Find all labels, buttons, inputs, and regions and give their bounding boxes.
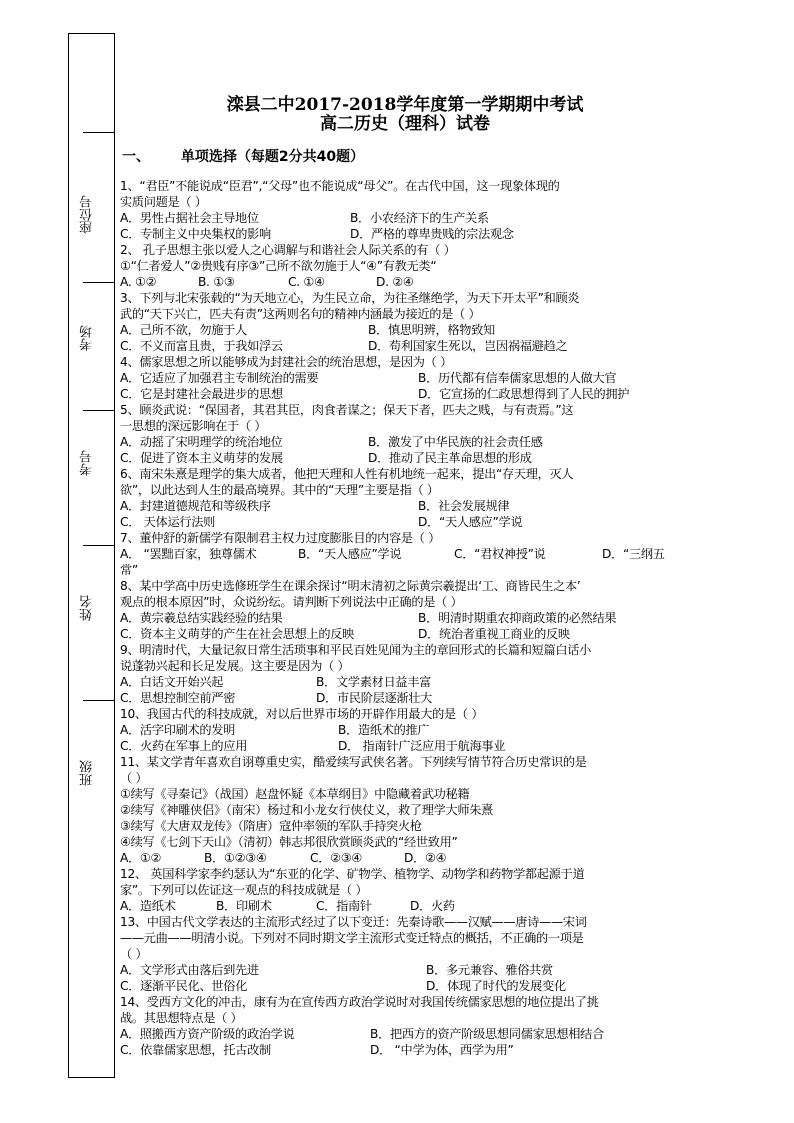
- q4-options-cd: [120, 386, 630, 402]
- q13-stem-line1: 13、中国古代文学表达的主流形式经过了以下变迁：先秦诗歌——汉赋——唐诗——宋词: [120, 915, 587, 929]
- section-title: 单项选择（每题2分共40题）: [180, 149, 365, 165]
- q13-option-c: C．逐渐平民化、世俗化: [120, 979, 248, 993]
- q7-option-a: A． “罢黜百家，独尊儒术: [120, 547, 257, 561]
- q8-option-c: C．资本主义萌芽的产生在社会思想上的反映: [120, 627, 355, 641]
- q13-option-d: D．体现了时代的发展变化: [426, 979, 566, 993]
- q3-stem-line1: 3、下列与北宋张载的“为天地立心，为生民立命，为往圣继绝学，为天下开太平”和顾炎: [120, 291, 580, 305]
- q12-option-c: C．指南针: [316, 899, 372, 913]
- q12-option-a: A．造纸术: [120, 899, 176, 913]
- q13-option-a: A．文学形式由落后到先进: [120, 963, 259, 977]
- q14-option-a: A．照搬西方资产阶级的政治学说: [120, 1027, 295, 1041]
- q7-stem: 7、董仲舒的新儒学有限制君主权力过度膨胀目的内容是（ ）: [120, 531, 441, 545]
- q11-statement-4: ④续写《七剑下天山》（清初）韩志邦很欣赏顾炎武的“经世致用”: [120, 835, 458, 849]
- q11-statement-1: ①续写《寻秦记》（战国）赵盘怀疑《本草纲目》中隐藏着武功秘籍: [120, 787, 470, 801]
- q5-option-a: A．动摇了宋明理学的统治地位: [120, 435, 283, 449]
- q1-stem-line1: 1、“君臣”不能说成“臣君”,“父母”也不能说成“母父”。在古代中国，这一现象体现的: [120, 179, 560, 193]
- section-heading: [122, 146, 364, 166]
- q14-option-d: D． “中学为体，西学为用”: [370, 1043, 514, 1057]
- q11-option-b: B．①②③④: [204, 851, 267, 865]
- name-rule: [83, 545, 115, 546]
- q8-options-ab: [120, 610, 617, 626]
- q11-option-a: A．①②: [120, 851, 162, 865]
- q5-option-d: D．推动了民主革命思想的形成: [368, 451, 532, 465]
- q4-options-ab: [120, 370, 617, 386]
- q13-stem-line2: ——元曲——明清小说。下列对不同时期文学主流形式变迁特点的概括，不正确的一项是: [120, 931, 584, 945]
- class-label: 班级: [80, 760, 95, 786]
- q1-option-a: A．男性占据社会主导地位: [120, 211, 259, 225]
- q1-options-ab: [120, 210, 489, 226]
- q9-option-b: B．文学素材日益丰富: [316, 675, 432, 689]
- exam-number-rule: [83, 410, 115, 411]
- q9-stem-line2: 说蓬勃兴起和长足发展。这主要是因为（ ）: [120, 659, 350, 673]
- q10-options-ab: [120, 722, 430, 738]
- q2-options: [120, 274, 414, 290]
- section-number: 一、: [122, 149, 150, 165]
- q10-option-c: C．火药在军事上的应用: [120, 739, 248, 753]
- q11-options: [120, 850, 447, 866]
- q2-option-b: B. ①③: [198, 275, 235, 289]
- q5-options-ab: [120, 434, 543, 450]
- exam-room-label: 考场: [80, 325, 95, 351]
- q1-option-b: B．小农经济下的生产关系: [350, 211, 489, 225]
- q13-stem-line3: （ ）: [120, 947, 148, 961]
- class-rule: [83, 700, 115, 701]
- q10-option-a: A．活字印刷术的发明: [120, 723, 236, 737]
- q6-stem-line2: 欲”，以此达到人生的最高境界。其中的“天理”主要是指（ ）: [120, 483, 439, 497]
- q14-stem-line2: 战。其思想特点是（ ）: [120, 1011, 243, 1025]
- q9-option-d: D．市民阶层逐渐壮大: [316, 691, 433, 705]
- q10-option-b: B．造纸术的推广: [338, 723, 430, 737]
- q9-options-ab: [120, 674, 432, 690]
- q5-options-cd: [120, 450, 532, 466]
- q14-options-cd: [120, 1042, 514, 1058]
- q12-option-d: D．火药: [410, 899, 455, 913]
- name-label: 姓名: [80, 595, 95, 621]
- q5-stem-line2: 一思想的深远影响在于（ ）: [120, 419, 267, 433]
- q10-stem: 10、我国古代的科技成就，对以后世界市场的开辟作用最大的是（ ）: [120, 707, 484, 721]
- q14-options-ab: [120, 1026, 604, 1042]
- q11-statement-2: ②续写《神雕侠侣》（南宋）杨过和小龙女行侠仗义，救了理学大师朱熹: [120, 803, 494, 817]
- q8-stem-line1: 8、某中学高中历史选修班学生在课余探讨“明末清初之际黄宗羲提出‘工、商皆民生之本’: [120, 579, 581, 593]
- q7-option-d-continued: 常”: [120, 563, 138, 577]
- q11-option-d: D．②④: [404, 851, 447, 865]
- q5-stem-line1: 5、顾炎武说：“保国者，其君其臣，肉食者谋之；保天下者，匹夫之贱，与有责焉。”这: [120, 403, 574, 417]
- q3-option-a: A．己所不欲，勿施于人: [120, 323, 247, 337]
- q1-stem-line2: 实质问题是（ ）: [120, 195, 207, 209]
- q7-option-c: C．“君权神授”说: [454, 547, 546, 561]
- q9-option-a: A．白话文开始兴起: [120, 675, 224, 689]
- q2-option-c: C. ①④: [288, 275, 325, 289]
- q8-option-b: B．明清时期重农抑商政策的必然结果: [418, 611, 617, 625]
- q14-stem-line1: 14、受西方文化的冲击，康有为在宣传西方政治学说时对我国传统儒家思想的地位提出了挑: [120, 995, 599, 1009]
- q2-option-a: A. ①②: [120, 275, 157, 289]
- q14-option-b: B．把西方的资产阶级思想同儒家思想相结合: [370, 1027, 604, 1041]
- q3-options-ab: [120, 322, 495, 338]
- q8-option-a: A．黄宗羲总结实践经验的结果: [120, 611, 283, 625]
- q3-option-c: C．不义而富且贵，于我如浮云: [120, 339, 283, 353]
- q2-statements: ①“仁者爱人”②贵贱有序③”己所不欲勿施于人“④”有教无类“: [120, 259, 437, 273]
- q9-options-cd: [120, 690, 433, 706]
- seat-number-label: 座位号: [80, 195, 95, 234]
- q11-stem-line2: （ ）: [120, 771, 148, 785]
- q12-stem-line2: 家”。下列可以佐证这一观点的科技成就是（ ）: [120, 883, 368, 897]
- q10-option-d: D． 指南针广泛应用于航海事业: [338, 739, 506, 753]
- binding-box: [68, 33, 115, 1078]
- q3-options-cd: [120, 338, 568, 354]
- q12-option-b: B．印刷术: [216, 899, 272, 913]
- q9-option-c: C．思想控制空前严密: [120, 691, 236, 705]
- q10-options-cd: [120, 738, 506, 754]
- q11-option-c: C．②③④: [310, 851, 362, 865]
- q7-option-b: B．“天人感应”学说: [298, 547, 402, 561]
- q6-options-ab: [120, 498, 510, 514]
- q1-option-d: D．严格的尊卑贵贱的宗法观念: [350, 227, 514, 241]
- q4-option-b: B．历代都有信奉儒家思想的人做大官: [418, 371, 617, 385]
- q12-options: [120, 898, 455, 914]
- q4-option-a: A．它适应了加强君主专制统治的需要: [120, 371, 319, 385]
- q5-option-c: C．促进了资本主义萌芽的发展: [120, 451, 283, 465]
- q12-stem-line1: 12、 英国科学家李约瑟认为“东亚的化学、矿物学、植物学、动物学和药物学都起源于道: [120, 867, 585, 881]
- q1-options-cd: [120, 226, 514, 242]
- q6-option-a: A．封建道德规范和等级秩序: [120, 499, 271, 513]
- q3-option-b: B．慎思明辨，格物致知: [368, 323, 495, 337]
- q8-stem-line2: 观点的根本原因”时，众说纷纭。请判断下列说法中正确的是（ ）: [120, 595, 463, 609]
- q7-option-d: D．“三纲五: [602, 547, 665, 561]
- q2-option-d: D. ②④: [376, 275, 414, 289]
- exam-subtitle: 高二历史（理科）试卷: [320, 114, 490, 134]
- q13-options-ab: [120, 962, 553, 978]
- seat-number-rule: [83, 132, 115, 133]
- q14-option-c: C．依靠儒家思想，托古改制: [120, 1043, 271, 1057]
- q6-options-cd: [120, 514, 523, 530]
- q6-option-b: B．社会发展规律: [418, 499, 510, 513]
- exam-title: 滦县二中2017-2018学年度第一学期期中考试: [226, 95, 584, 115]
- q13-option-b: B．多元兼容、雅俗共赏: [426, 963, 553, 977]
- q6-stem-line1: 6、南宋朱熹是理学的集大成者，他把天理和人性有机地统一起来，提出“存天理，灭人: [120, 467, 574, 481]
- q6-option-c: C． 天体运行法则: [120, 515, 215, 529]
- exam-room-rule: [83, 282, 115, 283]
- q6-option-d: D．“天人感应”学说: [418, 515, 523, 529]
- q11-statement-3: ③续写《大唐双龙传》（隋唐）寇仲率领的军队手持突火枪: [120, 819, 422, 833]
- q3-option-d: D．苟利国家生死以，岂因祸福避趋之: [368, 339, 568, 353]
- q1-option-c: C．专制主义中央集权的影响: [120, 227, 271, 241]
- exam-number-label: 考号: [80, 450, 95, 476]
- q13-options-cd: [120, 978, 566, 994]
- q4-option-d: D．它宣扬的仁政思想得到了人民的拥护: [418, 387, 630, 401]
- q8-options-cd: [120, 626, 570, 642]
- q2-stem: 2、 孔子思想主张以爱人之心调解与和谐社会人际关系的有（ ）: [120, 243, 456, 257]
- q11-stem-line1: 11、某文学青年喜欢自诩尊重史实，酷爱续写武侠名著。下列续写情节符合历史常识的是: [120, 755, 587, 769]
- q5-option-b: B．激发了中华民族的社会责任感: [368, 435, 543, 449]
- q4-option-c: C．它是封建社会最进步的思想: [120, 387, 283, 401]
- q4-stem: 4、儒家思想之所以能够成为封建社会的统治思想，是因为（ ）: [120, 355, 452, 369]
- q8-option-d: D．统治者重视工商业的反映: [418, 627, 570, 641]
- q9-stem-line1: 9、明清时代，大量记叙日常生活琐事和平民百姓见闻为主的章回形式的长篇和短篇白话小: [120, 643, 592, 657]
- q3-stem-line2: 武的“天下兴亡，匹夫有责”这两则名句的精神内涵最为接近的是（ ）: [120, 307, 481, 321]
- q7-options: [120, 546, 665, 562]
